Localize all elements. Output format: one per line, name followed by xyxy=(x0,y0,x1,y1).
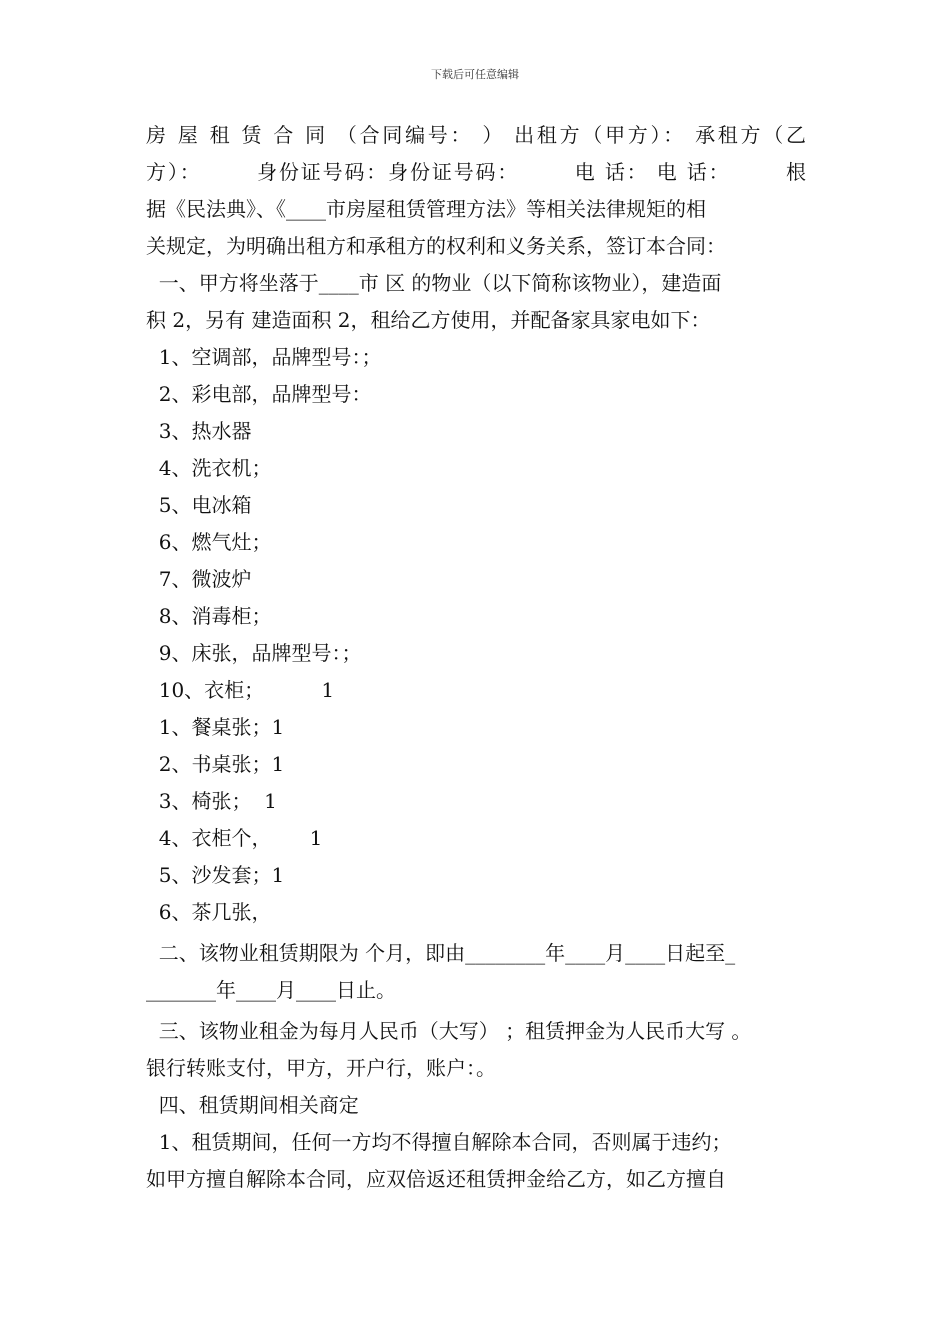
paragraph-line: 房 屋 租 赁 合 同 （合同编号： ） 出租方（甲方）： 承租方（乙 xyxy=(146,123,806,147)
paragraph-line: 一、甲方将坐落于____市 区 的物业（以下简称该物业），建造面 xyxy=(146,271,722,295)
list-item: 10、衣柜； 1 xyxy=(146,678,335,702)
paragraph-line: 二、该物业租赁期限为 个月，即由________年____月____日起至_ xyxy=(146,941,736,965)
list-item: 9、床张，品牌型号：； xyxy=(146,641,362,665)
list-item: 1、空调部，品牌型号：； xyxy=(146,345,382,369)
list-item: 2、书桌张；1 xyxy=(146,752,285,776)
list-item: 7、微波炉 xyxy=(146,567,252,591)
paragraph-line: 关规定，为明确出租方和承租方的权利和义务关系，签订本合同： xyxy=(146,234,726,258)
paragraph-line: 银行转账支付，甲方，开户行，账户：。 xyxy=(146,1056,496,1080)
paragraph-line: 如甲方擅自解除本合同，应双倍返还租赁押金给乙方，如乙方擅自 xyxy=(146,1167,726,1191)
list-item: 1、餐桌张；1 xyxy=(146,715,285,739)
list-item: 6、燃气灶； xyxy=(146,530,272,554)
list-item: 6、茶几张， xyxy=(146,900,272,924)
list-item: 8、消毒柜； xyxy=(146,604,272,628)
list-item: 5、沙发套；1 xyxy=(146,863,285,887)
list-item: 3、椅张； 1 xyxy=(146,789,277,813)
paragraph-line: 四、租赁期间相关商定 xyxy=(146,1093,359,1117)
list-item: 2、彩电部，品牌型号： xyxy=(146,382,372,406)
list-item: 3、热水器 xyxy=(146,419,252,443)
paragraph-line: 三、该物业租金为每月人民币（大写） ；租赁押金为人民币大写 。 xyxy=(146,1019,752,1043)
list-item: 4、衣柜个， 1 xyxy=(146,826,323,850)
paragraph-line: 方）： 身份证号码：身份证号码： 电 话： 电 话： 根 xyxy=(146,160,806,184)
paragraph-line: 据《民法典》、《____市房屋租赁管理方法》等相关法律规矩的相 xyxy=(146,197,706,221)
page-header: 下载后可任意编辑 xyxy=(431,68,519,81)
list-item: 4、洗衣机； xyxy=(146,456,272,480)
paragraph-line: 积 2，另有 建造面积 2，租给乙方使用，并配备家具家电如下： xyxy=(146,308,711,332)
list-item: 5、电冰箱 xyxy=(146,493,252,517)
paragraph-line: _______年____月____日止。 xyxy=(146,978,396,1002)
paragraph-line: 1、租赁期间，任何一方均不得擅自解除本合同，否则属于违约； xyxy=(146,1130,732,1154)
